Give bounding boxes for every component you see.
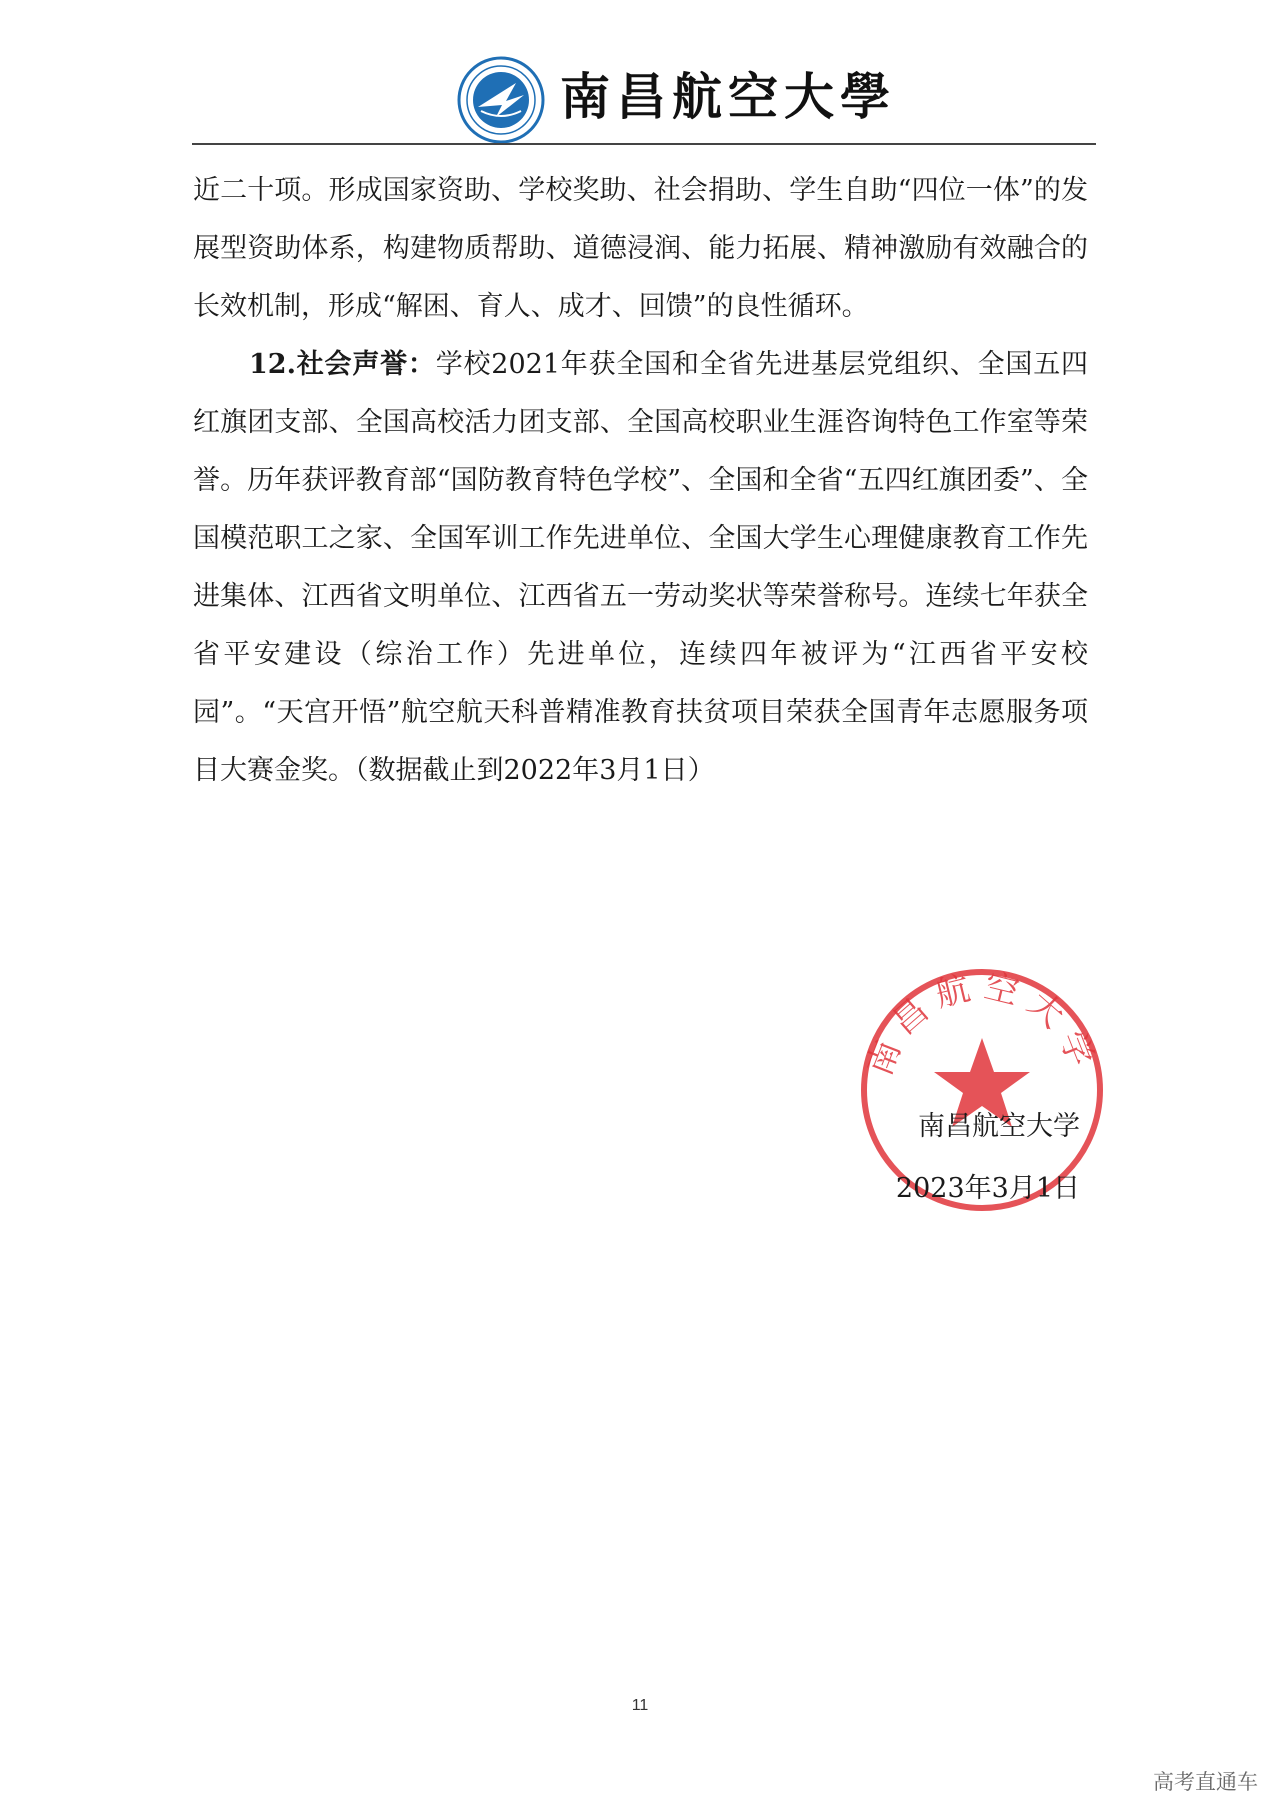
paragraph-continuation: 近二十项。形成国家资助、学校奖助、社会捐助、学生自助“四位一体”的发展型资助体系，构建物质帮助、道德浸润、能力拓展、精神激励有效融合的长效机制，形成“解困、育人、成才、回馈”的良性循环。 [193,175,1088,322]
page-header [0,0,1280,150]
section-lead: 12.社会声誉： [249,349,436,380]
watermark-text: 高考直通车 [1153,1770,1258,1794]
section-text: 学校2021年获全国和全省先进基层党组织、全国五四红旗团支部、全国高校活力团支部、全国高校职业生涯咨询特色工作室等荣誉。历年获评教育部“国防教育特色学校”、全国和全省“五四红旗团委”、全国模范职工之家、全国军训工作先进单位、全国大学生心理健康教育工作先进集体、江西省文明单位、江西省五一劳动奖状等荣誉称号。连续七年获全省平安建设（综治工作）先进单位，连续四年被评为“江西省平安校园”。“天宫开悟”航空航天科普精准教育扶贫项目荣获全国青年志愿服务项目大赛金奖。（数据截止到2022年3月1日） [193,349,1088,786]
document-body [193,162,1088,800]
header-divider [192,143,1096,145]
page-number: 11 [631,1697,649,1714]
svg-text:南昌航空大学: 南昌航空大学 [859,966,1105,1082]
university-name: 南昌航空大學 [560,67,896,126]
university-emblem-icon [456,55,546,145]
signature-date: 2023年3月1日 [895,1173,1080,1204]
paragraph-social-reputation [193,336,1088,800]
signature-organization: 南昌航空大学 [918,1111,1080,1142]
